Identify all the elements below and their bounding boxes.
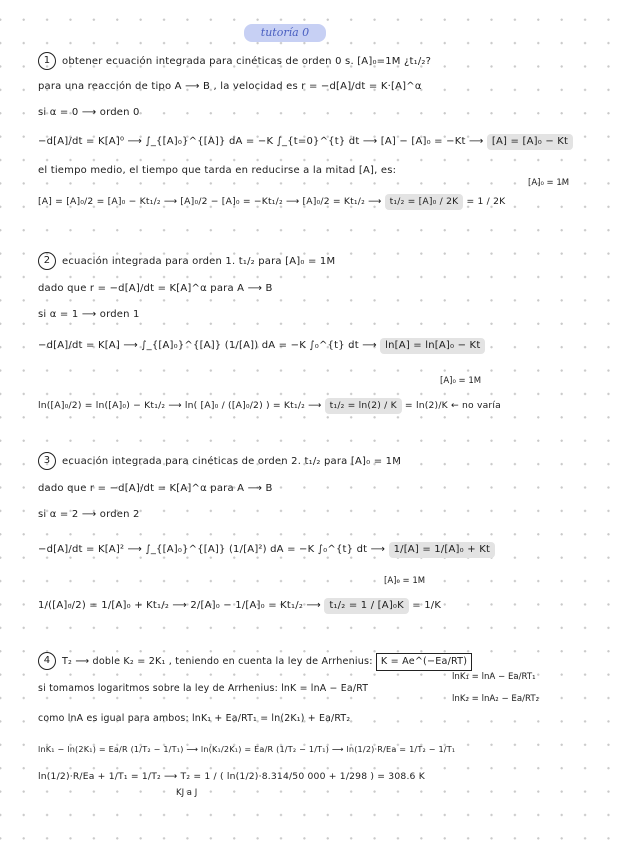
section-1-line-4: el tiempo medio, el tiempo que tarda en reducirse a la mitad [A], es:: [38, 165, 397, 176]
section-3-line-3: [38, 542, 495, 558]
section-4-line-2: como lnA es igual para ambos: lnK₁ + Ea/RT₁ = ln(2K₁) + Ea/RT₂: [38, 713, 351, 724]
section-4-heading: [38, 652, 472, 671]
section-2-line-1: dado que r = −d[A]/dt = K[A]^α para A ⟶ B: [38, 283, 273, 294]
section-3-line-4-text: 1/([A]₀/2) = 1/[A]₀ + Kt₁/₂ ⟶ 2/[A]₀ − 1/[A]₀ = Kt₁/₂ ⟶: [38, 600, 321, 611]
section-2-heading-text: ecuación integrada para orden 1. t₁/₂ para [A]₀ = 1M: [62, 256, 336, 267]
section-2-line-4-tail: = ln(2)/K ← no varía: [404, 400, 501, 411]
section-1-line-3-text: −d[A]/dt = K[A]⁰ ⟶ ∫_{[A]₀}^{[A]} dA = −K ∫_{t=0}^{t} dt ⟶ [A] − [A]₀ = −Kt ⟶: [38, 136, 484, 147]
section-2-result-highlight: ln[A] = ln[A]₀ − Kt: [380, 338, 485, 354]
section-4-number: 4: [38, 652, 56, 670]
section-3-line-4-tail: = 1/K: [412, 600, 442, 611]
section-2-number: 2: [38, 252, 56, 270]
section-4-line-4: ln(1/2)·R/Ea + 1/T₁ = 1/T₂ ⟶ T₂ = 1 / ( ln(1/2)·8.314/50 000 + 1/298 ) = 308.6 K: [38, 771, 425, 782]
arrhenius-box: K = Ae^(−Ea/RT): [376, 653, 472, 671]
section-3-line-4: [38, 598, 441, 614]
section-1-heading: [38, 52, 431, 70]
section-3-line-2: si α = 2 ⟶ orden 2: [38, 509, 140, 520]
section-2-heading: [38, 252, 335, 270]
section-2-line-3-text: −d[A]/dt = K[A] ⟶ ∫_{[A]₀}^{[A]} (1/[A]) dA = −K ∫₀^{t} dt ⟶: [38, 340, 377, 351]
section-2-line-4: [38, 398, 501, 414]
section-1-result-highlight: [A] = [A]₀ − Kt: [487, 134, 573, 150]
section-1-heading-text: obtener ecuación integrada para cinéticas de orden 0 s. [A]₀=1M ¿t₁/₂?: [62, 56, 432, 67]
section-4-heading-text: T₂ ⟶ doble K₂ = 2K₁ , teniendo en cuenta la ley de Arrhenius:: [62, 656, 373, 667]
section-3-halflife-highlight: t₁/₂ = 1 / [A]₀K: [324, 598, 409, 614]
section-2-line-4-text: ln([A]₀/2) = ln([A]₀) − Kt₁/₂ ⟶ ln( [A]₀ / ([A]₀/2) ) = Kt₁/₂ ⟶: [38, 400, 322, 411]
section-1-line-5-text: [A] = [A]₀/2 = [A]₀ − Kt₁/₂ ⟶ [A]₀/2 − [A]₀ = −Kt₁/₂ ⟶ [A]₀/2 = Kt₁/₂ ⟶: [38, 196, 382, 207]
section-4-log-k2: lnK₂ = lnA₂ − Ea/RT₂: [452, 694, 540, 704]
section-3-annotation: [A]₀ = 1M: [384, 576, 426, 586]
section-1-line-1: para una reacción de tipo A ⟶ B , la velocidad es r = −d[A]/dt = K·[A]^α: [38, 81, 422, 92]
section-4-line-1: si tomamos logaritmos sobre la ley de Arrhenius: lnK = lnA − Ea/RT: [38, 683, 369, 694]
section-3-line-1: dado que r = −d[A]/dt = K[A]^α para A ⟶ B: [38, 483, 273, 494]
section-2-line-3: [38, 338, 485, 354]
section-2-line-2: si α = 1 ⟶ orden 1: [38, 309, 140, 320]
section-4-line-3: lnK₁ − ln(2K₁) = Ea/R (1/T₂ − 1/T₁) ⟶ ln(K₁/2K₁) = Ea/R (1/T₂ − 1/T₁) ⟶ ln(1/2)·R/Ea = 1/T₂ − 1/T₁: [38, 744, 456, 754]
section-3-heading: [38, 452, 401, 470]
section-1-line-5-tail: = 1 / 2K: [466, 196, 506, 207]
section-3-heading-text: ecuación integrada para cinéticas de orden 2. t₁/₂ para [A]₀ = 1M: [62, 456, 402, 467]
section-1-line-3: [38, 134, 573, 150]
section-1-line-5: [38, 194, 505, 210]
section-4-log-k1: lnK₁ = lnA − Ea/RT₁: [452, 672, 536, 682]
section-2-annotation: [A]₀ = 1M: [440, 376, 482, 386]
section-3-number: 3: [38, 452, 56, 470]
section-1-line-2: si α = 0 ⟶ orden 0: [38, 107, 140, 118]
section-3-line-3-text: −d[A]/dt = K[A]² ⟶ ∫_{[A]₀}^{[A]} (1/[A]²) dA = −K ∫₀^{t} dt ⟶: [38, 544, 386, 555]
section-4-unit-note: KJ a J: [176, 788, 198, 798]
section-2-halflife-highlight: t₁/₂ = ln(2) / K: [325, 398, 402, 414]
section-1-number: 1: [38, 52, 56, 70]
page-title: tutoría 0: [244, 24, 326, 42]
section-1-annotation: [A]₀ = 1M: [528, 178, 570, 188]
section-1-halflife-highlight: t₁/₂ = [A]₀ / 2K: [385, 194, 464, 210]
section-3-result-highlight: 1/[A] = 1/[A]₀ + Kt: [389, 542, 496, 558]
